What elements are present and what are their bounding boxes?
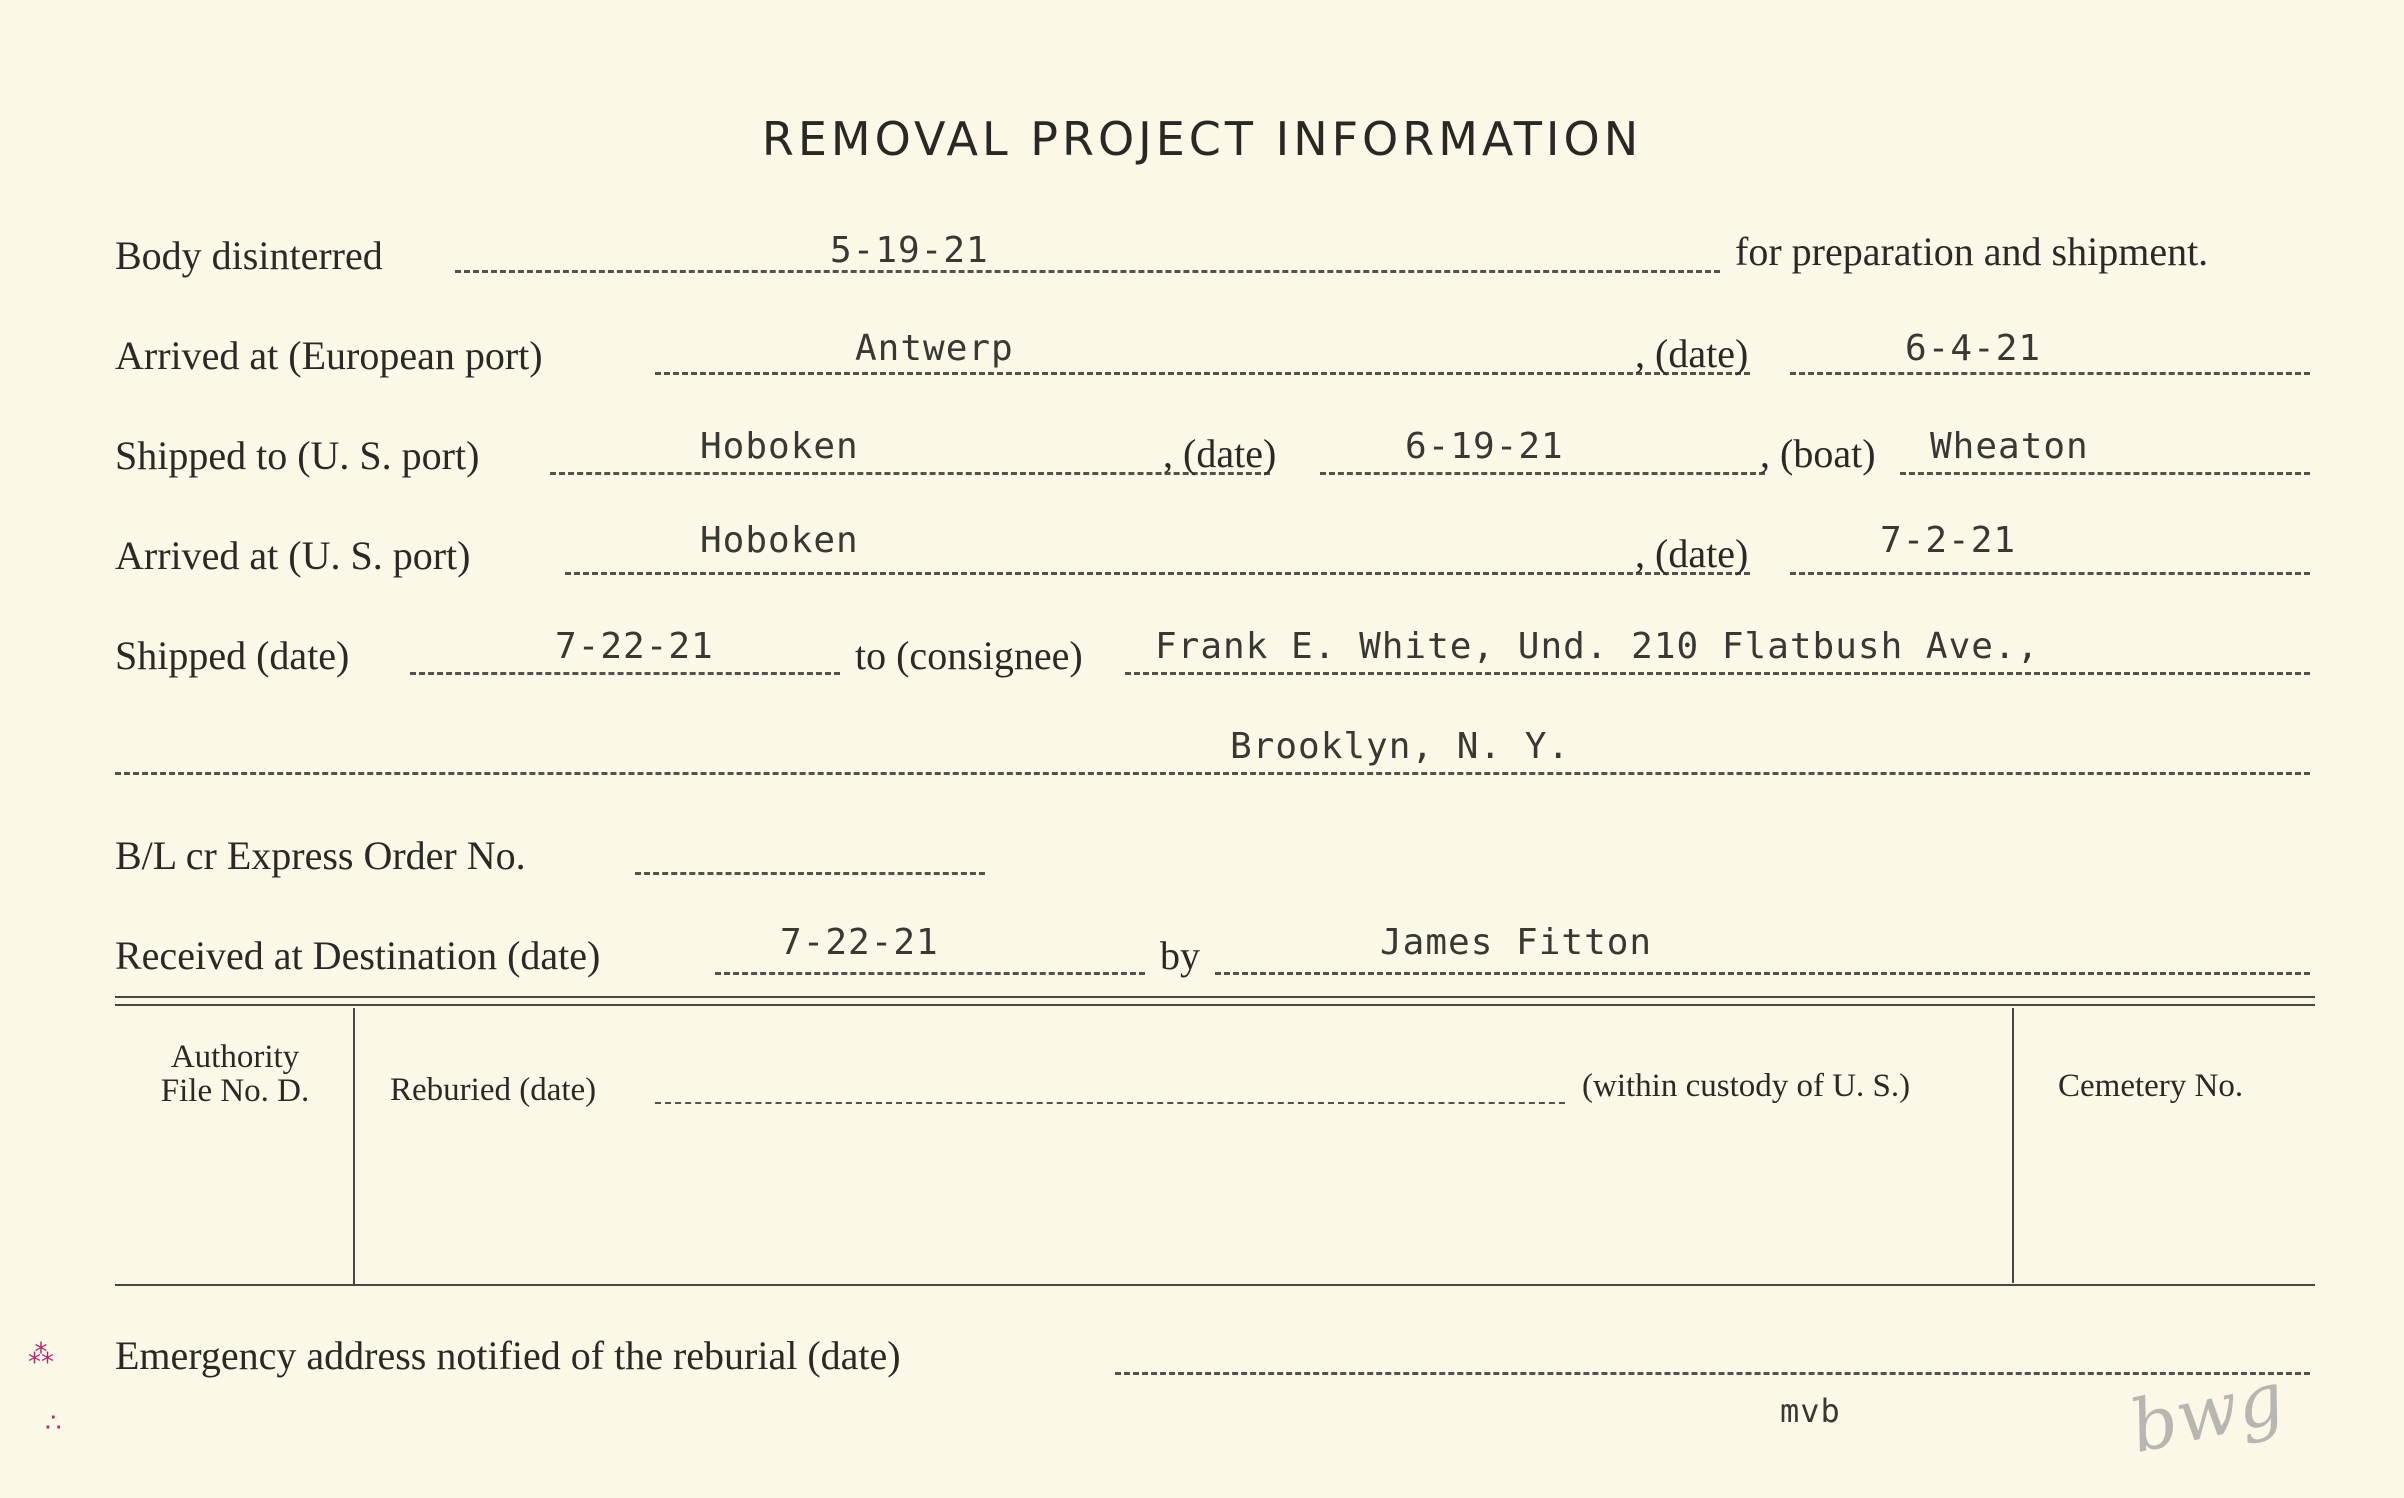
boat-line xyxy=(1900,472,2310,475)
european-date-label: , (date) xyxy=(1635,331,1749,376)
table-top-rule-2 xyxy=(115,1004,2315,1006)
authority-cell xyxy=(120,1040,350,1108)
row-bl-order xyxy=(115,832,2315,892)
received-by-label: by xyxy=(1160,933,1200,978)
body-disinterred-value: 5-19-21 xyxy=(830,230,989,271)
consignee-line-1 xyxy=(1125,672,2310,675)
consignee-line2-value: Brooklyn, N. Y. xyxy=(1230,726,1571,767)
table-divider-left xyxy=(353,1008,355,1286)
custody-label: (within custody of U. S.) xyxy=(1582,1068,1911,1104)
arrived-us-date-label: , (date) xyxy=(1635,531,1749,576)
boat-label: , (boat) xyxy=(1760,431,1876,476)
shipped-date-value-2: 7-22-21 xyxy=(555,626,714,667)
row-arrived-us xyxy=(115,520,2315,592)
european-port-value: Antwerp xyxy=(855,328,1014,369)
received-by-line xyxy=(1215,972,2310,975)
shipped-date-line xyxy=(1320,472,1765,475)
european-date-line xyxy=(1790,372,2310,375)
row-received xyxy=(115,922,2315,992)
body-disinterred-line xyxy=(455,270,1720,273)
shipped-date-label-2: Shipped (date) xyxy=(115,633,350,678)
us-port-line xyxy=(550,472,1270,475)
boat-value: Wheaton xyxy=(1930,426,2089,467)
reburied-label: Reburied (date) xyxy=(390,1072,597,1108)
bl-order-label: B/L cr Express Order No. xyxy=(115,833,526,878)
card-title: REMOVAL PROJECT INFORMATION xyxy=(761,112,1643,166)
row-shipped-consignee xyxy=(115,626,2315,692)
authority-label: Authority xyxy=(170,1039,300,1075)
row-arrived-european xyxy=(115,328,2315,392)
arrived-us-date-value: 7-2-21 xyxy=(1880,520,2017,561)
row-consignee-continued xyxy=(115,726,2315,792)
row-emergency xyxy=(115,1332,2315,1392)
reburied-line xyxy=(655,1102,1565,1104)
received-date-line xyxy=(715,972,1145,975)
shipped-date-label: , (date) xyxy=(1163,431,1277,476)
consignee-line-2 xyxy=(115,772,2310,775)
shipped-date-value: 6-19-21 xyxy=(1405,426,1564,467)
initials: mvb xyxy=(1780,1392,1841,1430)
ink-speck-2: ∴ xyxy=(45,1408,62,1437)
shipped-us-label: Shipped to (U. S. port) xyxy=(115,433,480,478)
table-top-rule-1 xyxy=(115,996,2315,998)
file-no-label: File No. D. xyxy=(160,1073,310,1109)
received-date-value: 7-22-21 xyxy=(780,922,939,963)
emergency-line xyxy=(1115,1372,2310,1375)
cemetery-label: Cemetery No. xyxy=(2058,1068,2244,1104)
shipped-date-line-2 xyxy=(410,672,840,675)
us-port-value: Hoboken xyxy=(700,426,859,467)
bl-order-line xyxy=(635,872,985,875)
arrived-us-label: Arrived at (U. S. port) xyxy=(115,533,471,578)
table-divider-right xyxy=(2012,1008,2014,1283)
european-port-line xyxy=(655,372,1750,375)
table-bottom-rule xyxy=(115,1284,2315,1286)
arrived-us-date-line xyxy=(1790,572,2310,575)
received-label: Received at Destination (date) xyxy=(115,933,601,978)
arrived-us-line xyxy=(565,572,1750,575)
arrived-us-port-value: Hoboken xyxy=(700,520,859,561)
row-shipped-us xyxy=(115,426,2315,492)
consignee-label: to (consignee) xyxy=(855,633,1083,678)
ink-speck-1: ⁂ xyxy=(28,1340,54,1369)
shipment-suffix: for preparation and shipment. xyxy=(1735,229,2209,274)
arrived-european-label: Arrived at (European port) xyxy=(115,333,543,378)
row-body-disinterred xyxy=(115,229,2315,292)
body-disinterred-label: Body disinterred xyxy=(115,233,383,278)
pencil-mark: bwg xyxy=(2122,1354,2291,1470)
consignee-line1-value: Frank E. White, Und. 210 Flatbush Ave., xyxy=(1155,626,2040,667)
received-by-value: James Fitton xyxy=(1380,922,1653,963)
european-date-value: 6-4-21 xyxy=(1905,328,2042,369)
emergency-label: Emergency address notified of the reburial (date) xyxy=(115,1333,901,1378)
